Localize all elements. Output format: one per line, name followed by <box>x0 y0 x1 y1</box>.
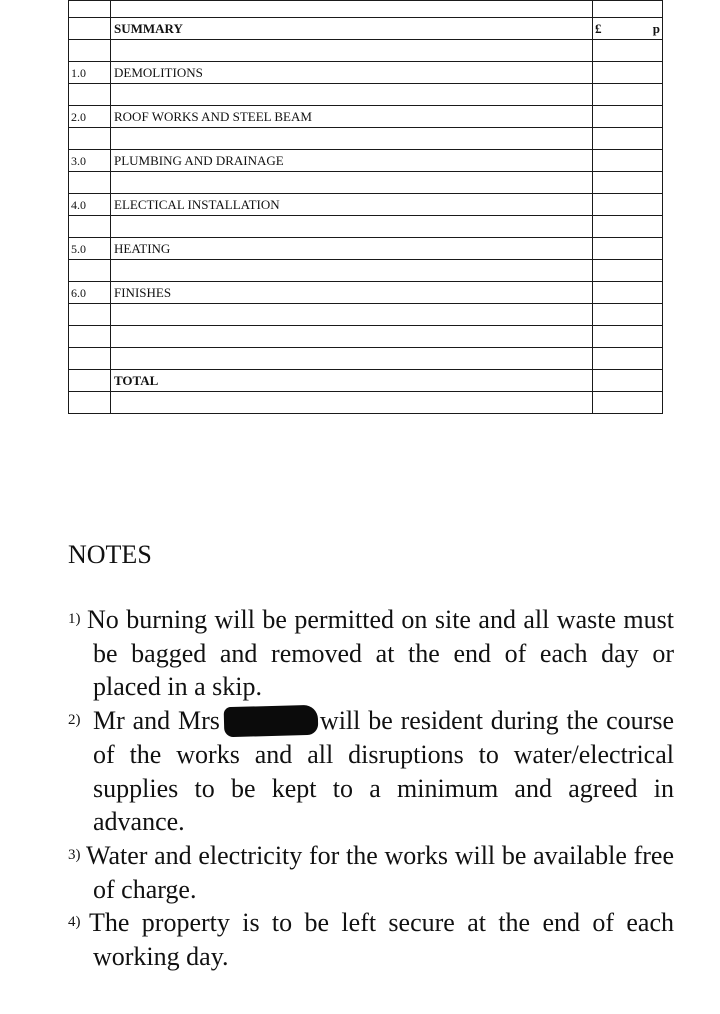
table-row <box>69 238 663 260</box>
cell-empty <box>69 392 111 414</box>
note-number: 3) <box>68 846 81 863</box>
cell-empty <box>593 1 663 18</box>
table-row <box>69 326 663 348</box>
item-amount <box>593 282 663 304</box>
item-number: 5.0 <box>69 238 111 260</box>
total-row <box>69 370 663 392</box>
item-description: ROOF WORKS AND STEEL BEAM <box>111 106 593 128</box>
pence-label: p <box>652 21 660 36</box>
pounds-label: £ <box>595 21 602 36</box>
table-row <box>69 128 663 150</box>
item-number: 2.0 <box>69 106 111 128</box>
table-row <box>69 216 663 238</box>
cell-empty <box>111 172 593 194</box>
cell-empty <box>111 326 593 348</box>
cell-empty <box>593 128 663 150</box>
item-number: 4.0 <box>69 194 111 216</box>
cell-empty <box>111 128 593 150</box>
notes-heading: NOTES <box>68 540 152 569</box>
cell-empty <box>593 392 663 414</box>
table-row <box>69 1 663 18</box>
table-row <box>69 282 663 304</box>
table-header-row <box>69 18 663 40</box>
summary-heading: SUMMARY <box>111 18 593 40</box>
cell-empty <box>593 326 663 348</box>
cell-empty <box>593 40 663 62</box>
cell-empty <box>111 392 593 414</box>
note-number: 1) <box>68 611 81 627</box>
cell-empty <box>69 84 111 106</box>
note-item <box>68 704 674 839</box>
cell-empty <box>593 84 663 106</box>
item-number: 3.0 <box>69 150 111 172</box>
cell-empty <box>111 40 593 62</box>
item-amount <box>593 106 663 128</box>
notes-list <box>68 603 674 974</box>
item-description: ELECTICAL INSTALLATION <box>111 194 593 216</box>
table-row <box>69 40 663 62</box>
summary-table <box>68 0 663 414</box>
currency-header <box>593 18 663 40</box>
cell-empty <box>111 84 593 106</box>
cell-empty <box>593 348 663 370</box>
note-item <box>68 603 674 704</box>
table-row <box>69 62 663 84</box>
item-amount <box>593 62 663 84</box>
total-label: TOTAL <box>111 370 593 392</box>
item-description: HEATING <box>111 238 593 260</box>
note-text: No burning will be permitted on site and all waste must be bagged and removed at the end of each day or placed in a skip. <box>87 605 674 702</box>
cell-empty <box>69 128 111 150</box>
note-text: Water and electricity for the works will be available free of charge. <box>86 840 674 904</box>
item-description: PLUMBING AND DRAINAGE <box>111 150 593 172</box>
cell-empty <box>69 18 111 40</box>
table-row <box>69 106 663 128</box>
cell-empty <box>69 40 111 62</box>
cell-empty <box>69 1 111 18</box>
cell-empty <box>593 216 663 238</box>
note-item <box>68 839 674 906</box>
item-description: FINISHES <box>111 282 593 304</box>
cell-empty <box>593 172 663 194</box>
cell-empty <box>593 260 663 282</box>
redaction-mark <box>224 705 319 737</box>
cell-empty <box>69 370 111 392</box>
note-text-before: Mr and Mrs <box>93 706 220 736</box>
item-amount <box>593 238 663 260</box>
table-row <box>69 194 663 216</box>
cell-empty <box>69 304 111 326</box>
table-row <box>69 392 663 414</box>
table-row <box>69 84 663 106</box>
item-amount <box>593 194 663 216</box>
cell-empty <box>111 216 593 238</box>
item-amount <box>593 150 663 172</box>
note-item <box>68 906 674 973</box>
cell-empty <box>111 348 593 370</box>
item-number: 6.0 <box>69 282 111 304</box>
note-text-after: will be resident during the course of the works and all disruptions to water/electrical supplies to be kept to a minimum and agreed in advance. <box>93 706 674 837</box>
note-number: 2) <box>68 712 81 729</box>
cell-empty <box>69 216 111 238</box>
total-amount <box>593 370 663 392</box>
cell-empty <box>111 260 593 282</box>
table-row <box>69 304 663 326</box>
table-row <box>69 172 663 194</box>
note-number: 4) <box>68 914 81 931</box>
cell-empty <box>111 304 593 326</box>
cell-empty <box>111 1 593 18</box>
cell-empty <box>69 260 111 282</box>
table-row <box>69 260 663 282</box>
cell-empty <box>69 348 111 370</box>
item-number: 1.0 <box>69 62 111 84</box>
note-text: The property is to be left secure at the end of each working day. <box>89 908 674 972</box>
cell-empty <box>69 172 111 194</box>
table-row <box>69 150 663 172</box>
item-description: DEMOLITIONS <box>111 62 593 84</box>
cell-empty <box>593 304 663 326</box>
cell-empty <box>69 326 111 348</box>
table-row <box>69 348 663 370</box>
